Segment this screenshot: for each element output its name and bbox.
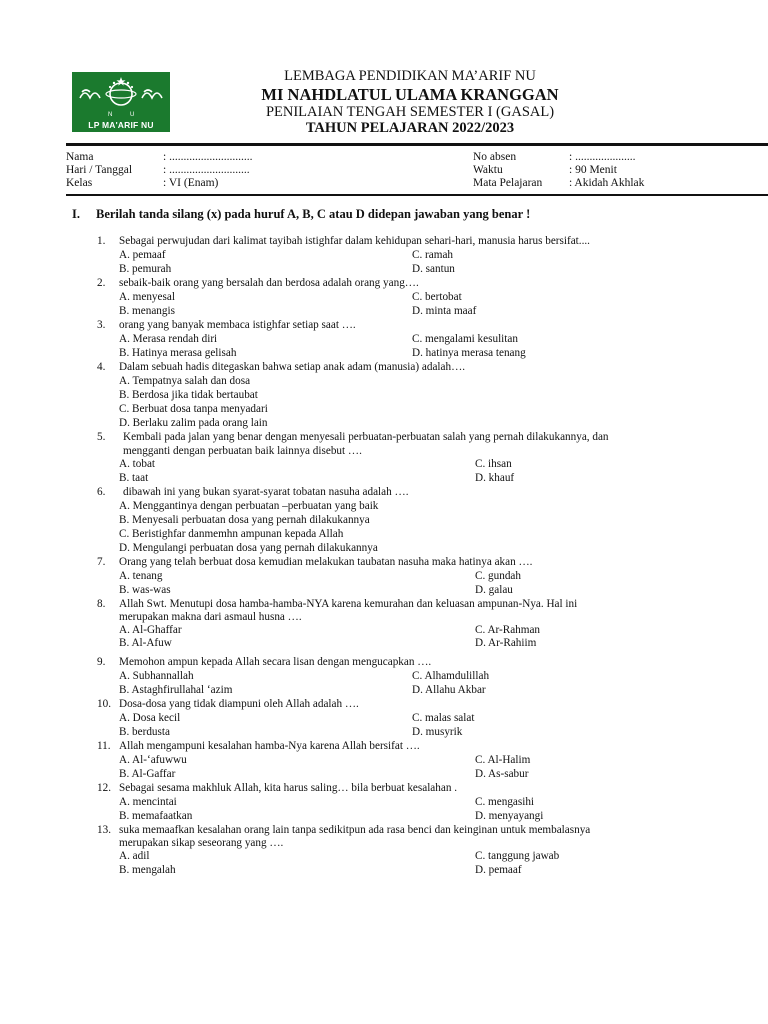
option-d[interactable]: D. galau <box>475 584 513 596</box>
option-b[interactable]: B. pemurah <box>119 263 172 275</box>
logo-caption: LP MA'ARIF NU <box>88 120 154 130</box>
info-divider <box>66 194 768 196</box>
option-b[interactable]: B. Berdosa jika tidak bertaubat <box>119 389 258 401</box>
question-text: sebaik-baik orang yang bersalah dan berdosa adalah orang yang…. <box>119 277 419 289</box>
nu-emblem-icon <box>72 72 170 120</box>
question-text-cont: merupakan sikap seseorang yang …. <box>119 837 284 849</box>
question-number: 3. <box>97 319 106 331</box>
option-c[interactable]: C. Berbuat dosa tanpa menyadari <box>119 403 268 415</box>
option-b[interactable]: B. Al-Afuw <box>119 637 172 649</box>
question-text-cont: merupakan makna dari asmaul husna …. <box>119 611 302 623</box>
option-c[interactable]: C. gundah <box>475 570 521 582</box>
mata-pelajaran-value: : Akidah Akhlak <box>569 177 645 189</box>
option-a[interactable]: A. mencintai <box>119 796 177 808</box>
mata-pelajaran-label: Mata Pelajaran <box>473 177 543 189</box>
nama-field[interactable]: : ............................. <box>163 151 253 163</box>
option-d[interactable]: D. As-sabur <box>475 768 529 780</box>
hari-tanggal-label: Hari / Tanggal <box>66 164 133 176</box>
nama-label: Nama <box>66 151 94 163</box>
question-number: 8. <box>97 598 106 610</box>
option-d[interactable]: D. pemaaf <box>475 864 522 876</box>
option-b[interactable]: B. Menyesali perbuatan dosa yang pernah dilakukannya <box>119 514 370 526</box>
question-text: Sebagai sesama makhluk Allah, kita harus saling… bila berbuat kesalahan . <box>119 782 458 794</box>
option-c[interactable]: C. ihsan <box>475 458 512 470</box>
question-text: Sebagai perwujudan dari kalimat tayibah istighfar dalam kehidupan sehari-hari, manusia harus bersifat.... <box>119 235 590 247</box>
hari-tanggal-field[interactable]: : ............................ <box>163 164 250 176</box>
option-b[interactable]: B. Astaghfirullahal ‘azim <box>119 684 233 696</box>
option-b[interactable]: B. taat <box>119 472 149 484</box>
option-a[interactable]: A. Al-Ghaffar <box>119 624 182 636</box>
svg-text:U: U <box>130 112 135 118</box>
kelas-value: : VI (Enam) <box>163 177 219 189</box>
question-number: 13. <box>97 824 111 836</box>
question-text: Memohon ampun kepada Allah secara lisan dengan mengucapkan …. <box>119 656 432 668</box>
option-a[interactable]: A. tobat <box>119 458 156 470</box>
header-divider <box>66 143 768 146</box>
section-number: I. <box>72 207 80 221</box>
school-name: MI NAHDLATUL ULAMA KRANGGAN <box>261 85 559 104</box>
question-text: Kembali pada jalan yang benar dengan menyesali perbuatan-perbuatan salah yang pernah dilakukannya, dan <box>123 431 609 443</box>
option-a[interactable]: A. tenang <box>119 570 163 582</box>
option-d[interactable]: D. minta maaf <box>412 305 477 317</box>
question-number: 7. <box>97 556 106 568</box>
question-number: 9. <box>97 656 106 668</box>
option-d[interactable]: D. Berlaku zalim pada orang lain <box>119 417 268 429</box>
question-text: Dalam sebuah hadis ditegaskan bahwa setiap anak adam (manusia) adalah…. <box>119 361 466 373</box>
option-a[interactable]: A. Merasa rendah diri <box>119 333 218 345</box>
exam-title: PENILAIAN TENGAH SEMESTER I (GASAL) <box>265 104 555 120</box>
option-c[interactable]: C. malas salat <box>412 712 475 724</box>
option-d[interactable]: D. Mengulangi perbuatan dosa yang pernah dilakukannya <box>119 542 378 554</box>
waktu-label: Waktu <box>473 164 503 176</box>
option-c[interactable]: C. tanggung jawab <box>475 850 560 862</box>
option-a[interactable]: A. menyesal <box>119 291 175 303</box>
question-text: Orang yang telah berbuat dosa kemudian melakukan taubatan nasuha maka hatinya akan …. <box>119 556 533 568</box>
no-absen-label: No absen <box>473 151 517 163</box>
option-b[interactable]: B. mengalah <box>119 864 176 876</box>
question-text: Dosa-dosa yang tidak diampuni oleh Allah adalah …. <box>119 698 359 710</box>
option-d[interactable]: D. santun <box>412 263 455 275</box>
option-b[interactable]: B. Al-Gaffar <box>119 768 176 780</box>
option-a[interactable]: A. Subhannallah <box>119 670 194 682</box>
option-c[interactable]: C. ramah <box>412 249 454 261</box>
option-d[interactable]: D. Ar-Rahiim <box>475 637 537 649</box>
option-c[interactable]: C. bertobat <box>412 291 462 303</box>
option-d[interactable]: D. hatinya merasa tenang <box>412 347 526 359</box>
question-text: Allah Swt. Menutupi dosa hamba-hamba-NYA karena kemurahan dan keluasan ampunan-Nya. Hal ini <box>119 598 578 610</box>
kelas-label: Kelas <box>66 177 93 189</box>
option-b[interactable]: B. was-was <box>119 584 171 596</box>
question-number: 10. <box>97 698 111 710</box>
question-number: 2. <box>97 277 106 289</box>
option-a[interactable]: A. Menggantinya dengan perbuatan –perbuatan yang baik <box>119 500 379 512</box>
academic-year: TAHUN PELAJARAN 2022/2023 <box>305 120 515 136</box>
question-number: 6. <box>97 486 106 498</box>
option-a[interactable]: A. adil <box>119 850 150 862</box>
option-a[interactable]: A. pemaaf <box>119 249 166 261</box>
option-a[interactable]: A. Al-‘afuwwu <box>119 754 187 766</box>
option-c[interactable]: C. Ar-Rahman <box>475 624 541 636</box>
option-a[interactable]: A. Dosa kecil <box>119 712 181 724</box>
question-number: 5. <box>97 431 106 443</box>
question-text-cont: mengganti dengan perbuatan baik lainnya disebut …. <box>123 445 362 457</box>
option-b[interactable]: B. memafaatkan <box>119 810 193 822</box>
option-b[interactable]: B. menangis <box>119 305 175 317</box>
question-number: 1. <box>97 235 106 247</box>
waktu-value: : 90 Menit <box>569 164 617 176</box>
instruction-text: Berilah tanda silang (x) pada huruf A, B, C atau D didepan jawaban yang benar ! <box>96 207 531 221</box>
option-d[interactable]: D. Allahu Akbar <box>412 684 486 696</box>
option-c[interactable]: C. mengasihi <box>475 796 535 808</box>
svg-text:N: N <box>108 112 113 118</box>
question-text: Allah mengampuni kesalahan hamba-Nya karena Allah bersifat …. <box>119 740 420 752</box>
option-d[interactable]: D. menyayangi <box>475 810 544 822</box>
lp-maarif-nu-logo <box>72 72 170 132</box>
question-number: 11. <box>97 740 111 752</box>
option-a[interactable]: A. Tempatnya salah dan dosa <box>119 375 251 387</box>
option-c[interactable]: C. Beristighfar danmemhn ampunan kepada Allah <box>119 528 344 540</box>
option-b[interactable]: B. Hatinya merasa gelisah <box>119 347 237 359</box>
question-number: 12. <box>97 782 111 794</box>
option-b[interactable]: B. berdusta <box>119 726 170 738</box>
option-d[interactable]: D. musyrik <box>412 726 463 738</box>
institution-name: LEMBAGA PENDIDIKAN MA’ARIF NU <box>284 68 536 84</box>
option-c[interactable]: C. Alhamdulillah <box>412 670 490 682</box>
question-text: orang yang banyak membaca istighfar setiap saat …. <box>119 319 356 331</box>
no-absen-field[interactable]: : ..................... <box>569 151 636 163</box>
option-d[interactable]: D. khauf <box>475 472 515 484</box>
option-c[interactable]: C. Al-Halim <box>475 754 531 766</box>
question-text: dibawah ini yang bukan syarat-syarat tobatan nasuha adalah …. <box>123 486 409 498</box>
question-text: suka memaafkan kesalahan orang lain tanpa sedikitpun ada rasa benci dan keinginan untuk membalasnya <box>119 824 591 836</box>
question-number: 4. <box>97 361 106 373</box>
option-c[interactable]: C. mengalami kesulitan <box>412 333 518 345</box>
